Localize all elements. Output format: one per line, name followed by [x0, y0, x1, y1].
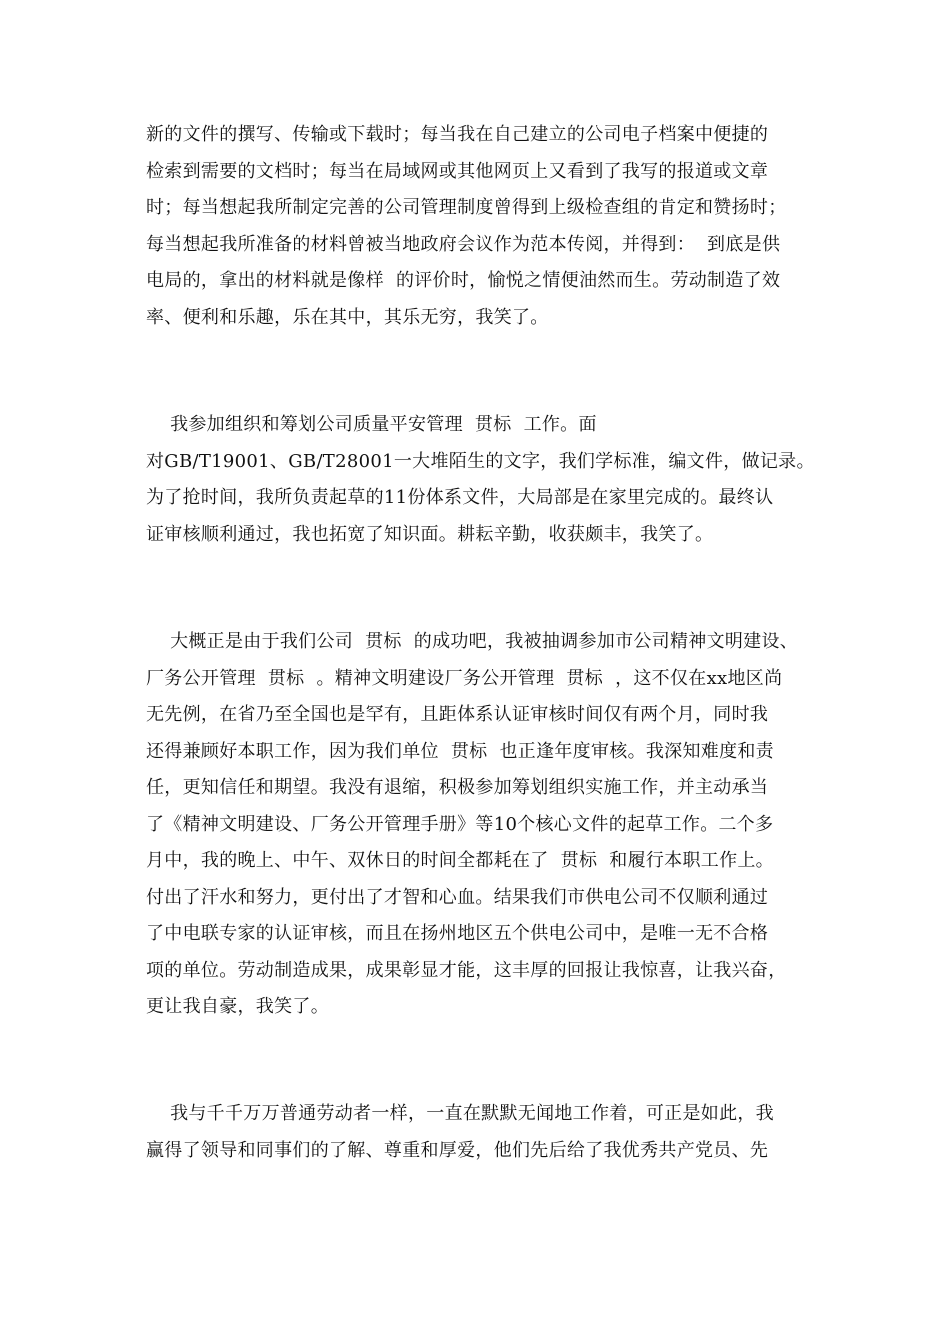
text-line: 还得兼顾好本职工作，因为我们单位 贯标 也正逢年度审核。我深知难度和责 [146, 740, 774, 762]
text-line: 率、便利和乐趣，乐在其中，其乐无穷，我笑了。 [146, 306, 549, 328]
text-line: 检索到需要的文档时；每当在局域网或其他网页上又看到了我写的报道或文章 [146, 160, 769, 182]
paragraph-quality-standard [146, 407, 826, 553]
text-line: 无先例，在省乃至全国也是罕有，且距体系认证审核时间仅有两个月，同时我 [146, 704, 769, 725]
text-line: 每当想起我所准备的材料曾被当地政府会议作为范本传阅，并得到： 到底是供 [146, 233, 781, 255]
text-line: 项的单位。劳动制造成果，成果彰显才能，这丰厚的回报让我惊喜，让我兴奋， [146, 959, 787, 981]
text-line: 我与千千万万普通劳动者一样，一直在默默无闻地工作着，可正是如此，我 [146, 1103, 774, 1124]
text-line: 时；每当想起我所制定完善的公司管理制度曾得到上级检查组的肯定和赞扬时； [146, 197, 787, 218]
paragraph-document-archive [146, 117, 826, 336]
text-line: 赢得了领导和同事们的了解、尊重和厚爱，他们先后给了我优秀共产党员、先 [146, 1139, 769, 1161]
text-line: 月中，我的晚上、中午、双休日的时间全都耗在了 贯标 和履行本职工作上。 [146, 850, 774, 871]
text-line: 电局的，拿出的材料就是像样 的评价时，愉悦之情便油然而生。劳动制造了效 [146, 270, 781, 291]
text-line: 更让我自豪，我笑了。 [146, 996, 329, 1017]
text-line: 大概正是由于我们公司 贯标 的成功吧，我被抽调参加市公司精神文明建设、 [146, 631, 799, 652]
text-line: 了中电联专家的认证审核，而且在扬州地区五个供电公司中，是唯一无不合格 [146, 923, 769, 944]
text-line: 付出了汗水和努力，更付出了才智和心血。结果我们市供电公司不仅顺利通过 [146, 886, 769, 908]
text-line: 厂务公开管理 贯标 。精神文明建设厂务公开管理 贯标 ，这不仅在xx地区尚 [146, 667, 783, 689]
text-line: 对GB/T19001、GB/T28001一大堆陌生的文字，我们学标准，编文件，做记录。 [146, 450, 815, 472]
text-line: 新的文件的撰写、传输或下载时；每当我在自己建立的公司电子档案中便捷的 [146, 124, 769, 145]
text-line: 为了抢时间，我所负责起草的11份体系文件，大局部是在家里完成的。最终认 [146, 487, 774, 508]
text-line: 任，更知信任和期望。我没有退缩，积极参加筹划组织实施工作，并主动承当 [146, 777, 769, 798]
paragraph-ordinary-worker [146, 1096, 826, 1169]
paragraph-civilization-project [146, 624, 826, 1026]
text-line: 我参加组织和筹划公司质量平安管理 贯标 工作。面 [146, 414, 597, 435]
text-line: 了《精神文明建设、厂务公开管理手册》等10个核心文件的起草工作。二个多 [146, 813, 774, 835]
text-line: 证审核顺利通过，我也拓宽了知识面。耕耘辛勤，收获颇丰，我笑了。 [146, 523, 714, 545]
